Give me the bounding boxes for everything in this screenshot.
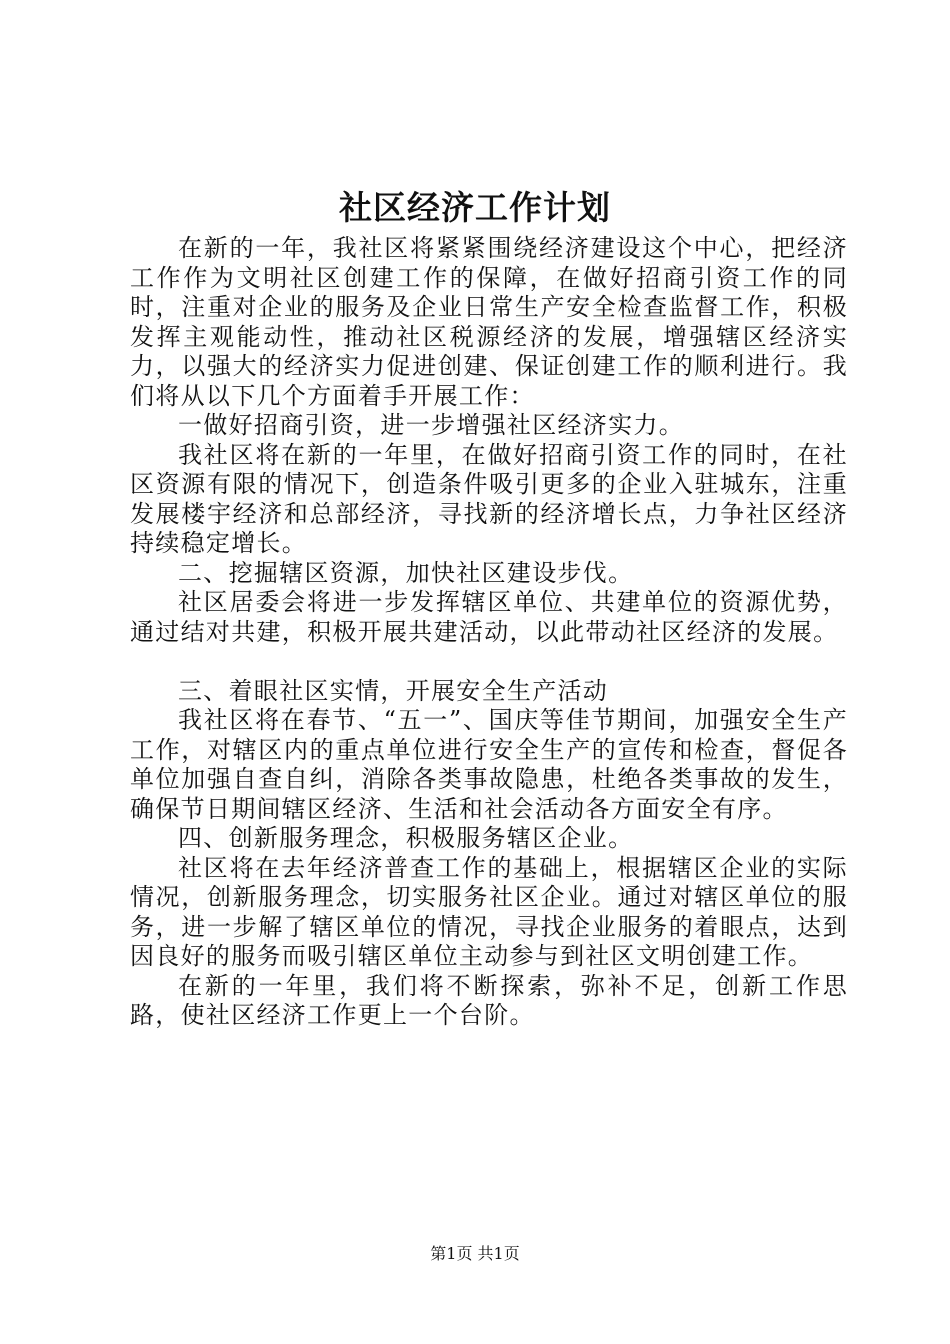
paragraph-section-2: 社区居委会将进一步发挥辖区单位、共建单位的资源优势，通过结对共建，积极开展共建活动，以此带动社区经济的发展。 xyxy=(130,588,848,646)
section-heading-4: 四、创新服务理念，积极服务辖区企业。 xyxy=(178,824,634,852)
paragraph-section-4: 社区将在去年经济普查工作的基础上，根据辖区企业的实际情况，创新服务理念，切实服务社区企业。通过对辖区单位的服务，进一步解了辖区单位的情况，寻找企业服务的着眼点，达到因良好的服务而吸引辖区单位主动参与到社区文明创建工作。 xyxy=(130,853,848,970)
document-body xyxy=(130,234,848,1031)
paragraph-section-3: 我社区将在春节、“五一”、国庆等佳节期间，加强安全生产工作，对辖区内的重点单位进行安全生产的宣传和检查，督促各单位加强自查自纠，消除各类事故隐患，杜绝各类事故的发生，确保节日期间辖区经济、生活和社会活动各方面安全有序。 xyxy=(130,706,848,823)
section-heading-1: 一做好招商引资，进一步增强社区经济实力。 xyxy=(178,411,684,439)
page-number-footer: 第1页 共1页 xyxy=(430,1244,520,1263)
paragraph-section-1: 我社区将在新的一年里，在做好招商引资工作的同时，在社区资源有限的情况下，创造条件吸引更多的企业入驻城东，注重发展楼宇经济和总部经济，寻找新的经济增长点，力争社区经济持续稳定增长。 xyxy=(130,440,848,557)
section-heading-2: 二、挖掘辖区资源，加快社区建设步伐。 xyxy=(178,558,634,587)
paragraph-intro: 在新的一年，我社区将紧紧围绕经济建设这个中心，把经济工作作为文明社区创建工作的保障，在做好招商引资工作的同时，注重对企业的服务及企业日常生产安全检查监督工作，积极发挥主观能动性，推动社区税源经济的发展，增强辖区经济实力，以强大的经济实力促进创建、保证创建工作的顺利进行。我们将从以下几个方面着手开展工作： xyxy=(130,234,848,410)
section-heading-3: 三、着眼社区实情，开展安全生产活动 xyxy=(178,676,609,705)
paragraph-closing: 在新的一年里，我们将不断探索，弥补不足，创新工作思路，使社区经济工作更上一个台阶。 xyxy=(130,971,848,1029)
document-title: 社区经济工作计划 xyxy=(339,188,611,227)
